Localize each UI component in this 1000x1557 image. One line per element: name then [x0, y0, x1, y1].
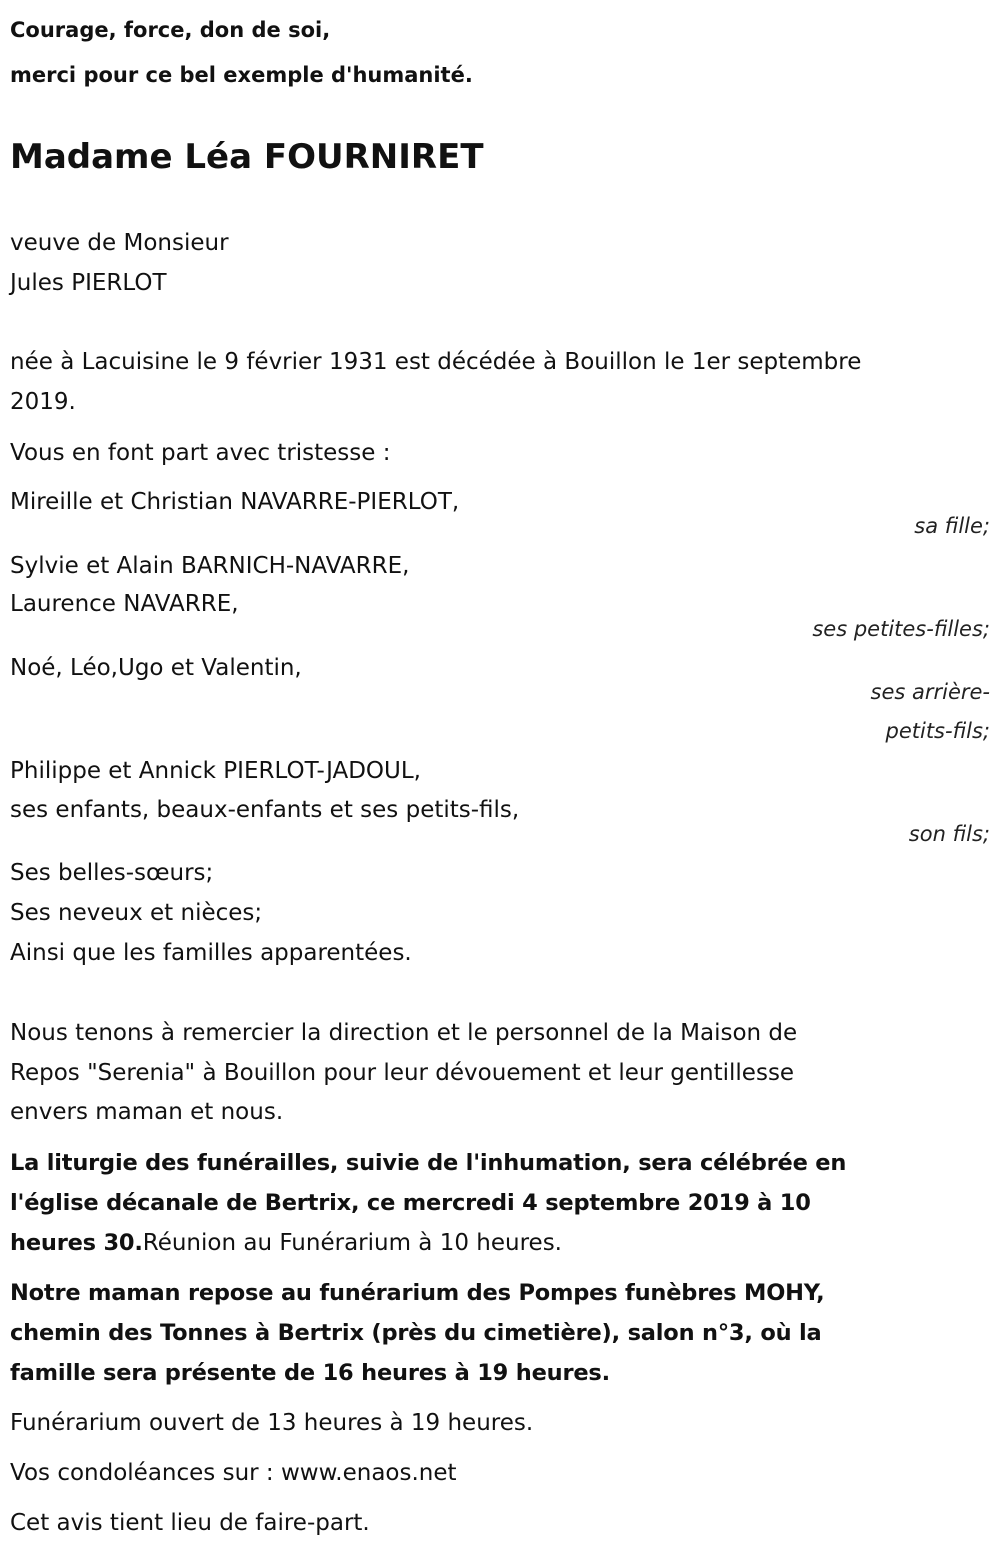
birth-line-1: née à Lacuisine le 9 février 1931 est décédée à Bouillon le 1er septembre [10, 349, 862, 375]
family-neveux: Ses neveux et nièces; [10, 900, 263, 926]
header-line-2: merci pour ce bel exemple d'humanité. [10, 63, 473, 87]
thanks-line-3: envers maman et nous. [10, 1099, 284, 1125]
widow-line-2: Jules PIERLOT [10, 270, 167, 296]
rest-line-2: chemin des Tonnes à Bertrix (près du cimetière), salon n°3, où la [10, 1320, 822, 1346]
condolences-text: Vos condoléances sur : www.enaos.net [10, 1460, 457, 1486]
family-mireille: Mireille et Christian NAVARRE-PIERLOT, [10, 489, 460, 515]
relation-sa-fille: sa fille; [914, 514, 990, 538]
relation-arriere-2: petits-fils; [885, 719, 990, 743]
relation-arriere-1: ses arrière- [870, 680, 990, 704]
thanks-line-2: Repos "Serenia" à Bouillon pour leur dévouement et leur gentillesse [10, 1060, 795, 1086]
birth-line-2: 2019. [10, 389, 76, 415]
family-noe: Noé, Léo,Ugo et Valentin, [10, 655, 302, 681]
header-line-1: Courage, force, don de soi, [10, 18, 331, 42]
family-enfants: ses enfants, beaux-enfants et ses petits-fils, [10, 797, 520, 823]
liturgy-line-2: l'église décanale de Bertrix, ce mercredi 4 septembre 2019 à 10 [10, 1190, 811, 1216]
liturgy-reunion: Réunion au Funérarium à 10 heures. [142, 1230, 562, 1256]
rest-line-3: famille sera présente de 16 heures à 19 heures. [10, 1360, 610, 1386]
page-title: Madame Léa FOURNIRET [10, 137, 484, 177]
family-belles-soeurs: Ses belles-sœurs; [10, 860, 214, 886]
widow-line-1: veuve de Monsieur [10, 230, 229, 256]
intro-text: Vous en font part avec tristesse : [10, 440, 391, 466]
family-sylvie: Sylvie et Alain BARNICH-NAVARRE, [10, 553, 410, 579]
liturgy-time: heures 30. [10, 1230, 143, 1256]
family-laurence: Laurence NAVARRE, [10, 591, 239, 617]
thanks-line-1: Nous tenons à remercier la direction et le personnel de la Maison de [10, 1020, 798, 1046]
liturgy-line-1: La liturgie des funérailles, suivie de l'inhumation, sera célébrée en [10, 1150, 847, 1176]
rest-line-1: Notre maman repose au funérarium des Pompes funèbres MOHY, [10, 1280, 825, 1306]
notice-text: Cet avis tient lieu de faire-part. [10, 1510, 370, 1536]
relation-son-fils: son fils; [908, 822, 990, 846]
liturgy-line-3 [10, 1223, 562, 1263]
relation-petites-filles: ses petites-filles; [812, 617, 990, 641]
family-philippe: Philippe et Annick PIERLOT-JADOUL, [10, 758, 421, 784]
family-familles: Ainsi que les familles apparentées. [10, 940, 412, 966]
opening-hours: Funérarium ouvert de 13 heures à 19 heures. [10, 1410, 534, 1436]
